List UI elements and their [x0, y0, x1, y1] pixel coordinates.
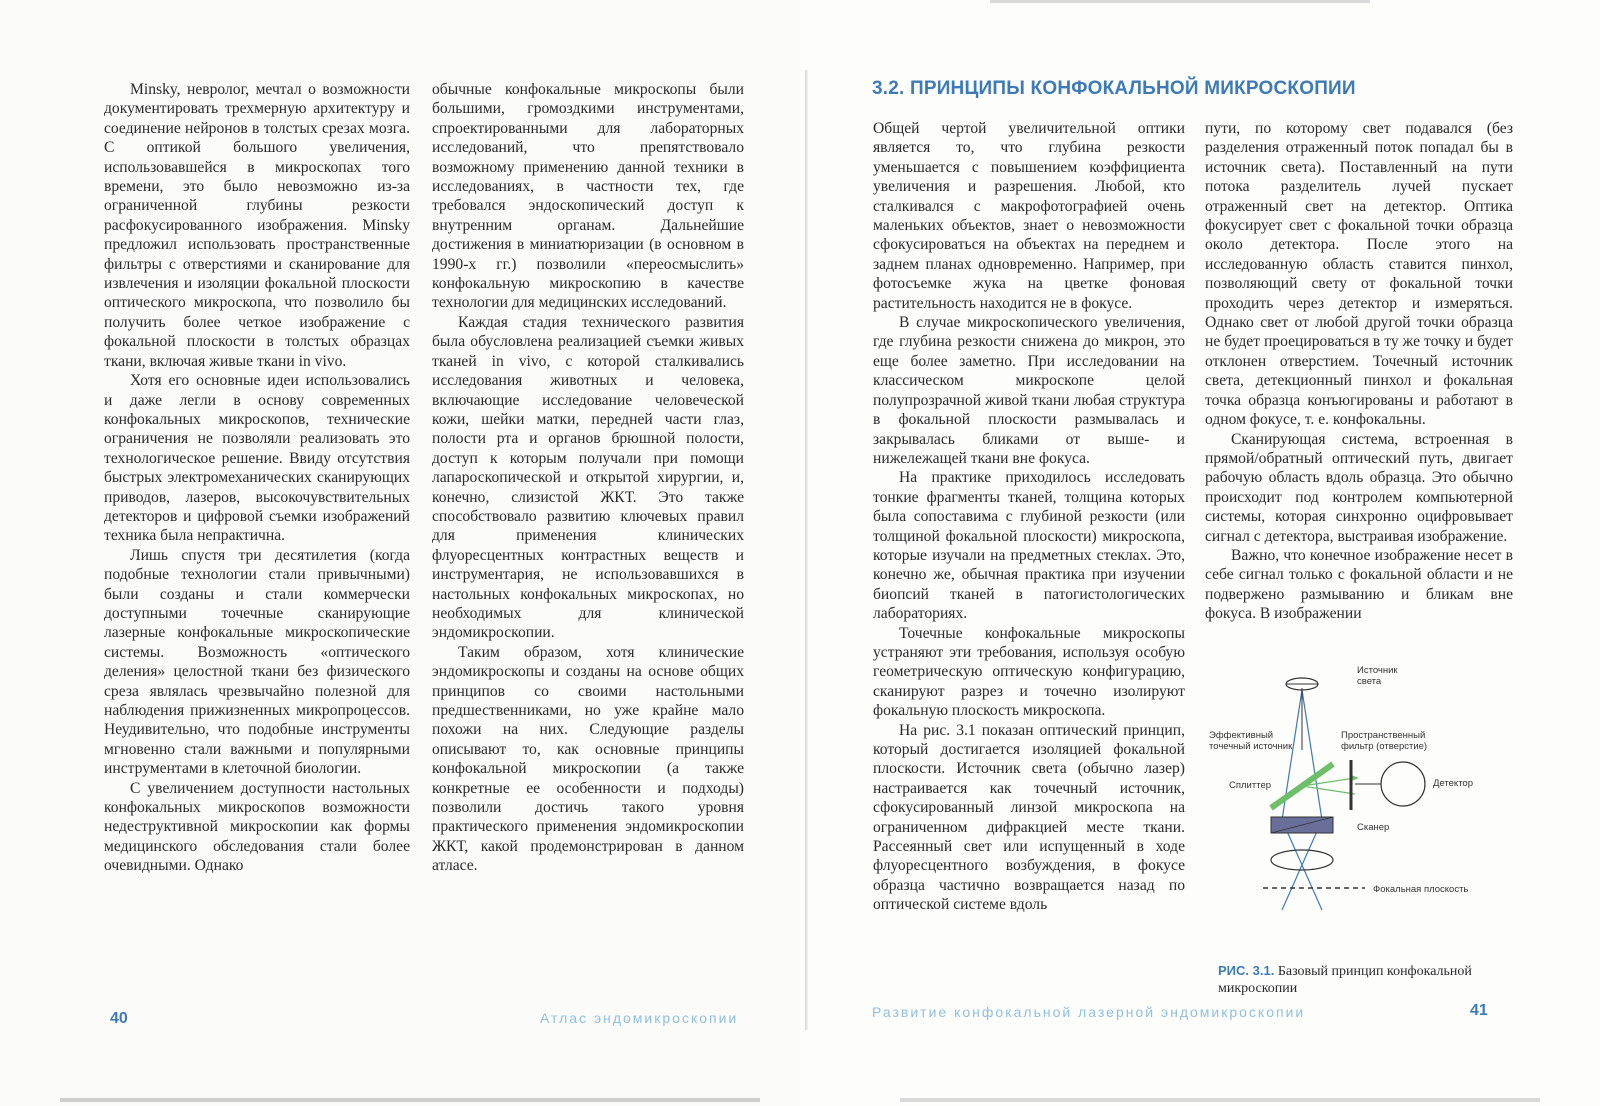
paragraph: С увеличением доступности настольных конфокальных микроскопов возможности недеструктивной микроскопии как формы медицинского обследования стали более очевидными. Однако	[104, 779, 410, 875]
paragraph: В случае микроскопического увеличения, где глубина резкости снижена до микрон, это еще более заметно. При исследовании на классическом микроскопе целой полупрозрачной живой ткани любая структура в фокальной плоскости размывалась и закрывалась бликами от выше- и нижележащей ткани вне фокуса.	[873, 314, 1185, 467]
confocal-diagram	[1205, 660, 1513, 932]
page-number-right: 41	[1470, 1002, 1488, 1019]
label-splitter: Сплиттер	[1229, 780, 1272, 791]
paragraph: Каждая стадия технического развития была обусловлена реализацией съемки живых тканей in vivo, с которой сталкивались исследования животных и человека, включающие исследование человеческой кожи, шейки матки, передней части глаз, полости рта и органов брюшной полости, доступ к которым получали при помощи лапароскопической и открытой хирургии, и, конечно, слизистой ЖКТ. Это также способствовало развитию ключевых правил для применения клинических флуоресцентных контрастных веществ и инструментария, не использовавшихся в настольных конфокальных микроскопах, но необходимых для клинической эндомикроскопии.	[432, 313, 744, 642]
objective-lens-icon	[1271, 850, 1333, 870]
label-focal-plane: Фокальная плоскость	[1373, 884, 1469, 895]
right-column-1	[873, 119, 1185, 915]
label-source: Источник света	[1357, 665, 1398, 687]
running-title-left: Атлас эндомикроскопии	[540, 1010, 739, 1026]
paragraph: Общей чертой увеличительной оптики является то, что глубина резкости уменьшается с повышением коэффициента увеличения и разрешения. Любой, кто сталкивался с макрофотографией очень маленьких объектов, знает о невозможности сфокусироваться на объектах на переднем и заднем планах одновременно. Например, при фотосъемке жука на цветке фоновая растительность находится не в фокусе.	[873, 120, 1185, 312]
caption-text: Базовый принцип конфокальной микроскопии	[1218, 964, 1472, 996]
figure-caption	[1218, 962, 1518, 997]
beam-blue-1	[1302, 690, 1322, 820]
beam-green-2	[1302, 786, 1355, 794]
right-column-2	[1205, 119, 1513, 624]
section-heading: 3.2. ПРИНЦИПЫ КОНФОКАЛЬНОЙ МИКРОСКОПИИ	[872, 78, 1356, 99]
caption-label: РИС. 3.1.	[1218, 963, 1275, 978]
left-column-1	[104, 80, 410, 876]
bottom-edge-shadow	[60, 1098, 760, 1102]
paragraph: Важно, что конечное изображение несет в себе сигнал только с фокальной области и не подвержено размыванию и бликам вне фокуса. В изображении	[1205, 546, 1513, 623]
left-column-2	[432, 80, 744, 876]
page-number-left: 40	[110, 1010, 128, 1027]
paragraph: Точечные конфокальные микроскопы устраняют эти требования, используя особую геометрическую оптическую конфигурацию, сканируют разрез и точечно изолируют фокальную плоскость микроскопа.	[873, 624, 1185, 720]
detector-icon	[1381, 762, 1425, 806]
paragraph: На рис. 3.1 показан оптический принцип, который достигается изоляцией фокальной плоскости. Источник света (обычно лазер) настраивается как точечный источник, сфокусированный линзой микроскопа на ограниченном дифракцией месте ткани. Рассеянный свет или испущенный в ходе флуоресцентного возбуждения, в фокусе образца частично возвращается назад по оптической системе вдоль	[873, 721, 1185, 914]
top-edge-shadow	[990, 0, 1370, 3]
paragraph: пути, по которому свет подавался (без разделения отраженный поток попадал бы в источник света). Поставленный на пути потока разделитель лучей пускает отраженный свет на детектор. Оптика фокусирует свет с фокальной точки образца около детектора. После этого на исследованную область ставится пинхол, позволяющий свету от фокальной точки проходить через детектор и измеряться. Однако свет от любой другой точки образца не будет проецироваться в ту же точку и будет отклонен отверстием. Точечный источник света, детекционный пинхол и фокальная точка образца конъюгированы и работают в одном фокусе, т. е. конфокальны.	[1205, 120, 1513, 429]
paragraph: обычные конфокальные микроскопы были большими, громоздкими инструментами, спроектированными для лабораторных исследований, что препятствовало возможному применению данной техники в исследованиях, в частности тех, где требовался эндоскопический доступ к внутренним органам. Дальнейшие достижения в миниатюризации (в основном в 1990-х гг.) позволили «переосмыслить» конфокальную микроскопию в качестве технологии для медицинских исследований.	[432, 81, 744, 312]
paragraph: На практике приходилось исследовать тонкие фрагменты тканей, толщина которых была сопоставима с глубиной резкости (или толщиной фокальной плоскости) микроскопа, которые изучали на предметных стеклах. Это, конечно же, обычная практика при изучении биопсий тканей в патогистологических лабораториях.	[873, 469, 1185, 623]
paragraph: Таким образом, хотя клинические эндомикроскопы и созданы на основе общих принципов со своими настольными предшественниками, но уже крайне мало похожи на них. Следующие разделы описывают то, как основные принципы конфокальной микроскопии (а также конкретные ее особенности и подходы) позволили достичь такого уровня практического применения эндомикроскопии ЖКТ, какой продемонстрирован в данном атласе.	[432, 643, 744, 875]
gutter-shadow	[805, 70, 808, 1030]
paragraph: Сканирующая система, встроенная в прямой/обратный оптический путь, двигает рабочую область вдоль образца. Это обычно происходит под контролем компьютерной системы, которая синхронно оцифровывает сигнал с детектора, выстраивая изображение.	[1205, 430, 1513, 545]
paragraph: Minsky, невролог, мечтал о возможности документировать трехмерную архитектуру и соединение нейронов в толстых срезах мозга. С оптикой большого увеличения, использовавшейся в микроскопах того времени, это было невозможно из-за ограниченной глубины резкости расфокусированного изображения. Minsky предложил использовать пространственные фильтры с отверстиями и сканирование для извлечения и изоляции фокальной плоскости оптического микроскопа, что позволило бы получить более четкое изображение с фокальной плоскости в толстых образцах ткани, включая живые ткани in vivo.	[104, 81, 410, 370]
label-scanner: Сканер	[1357, 822, 1390, 833]
label-detector: Детектор	[1433, 778, 1474, 789]
label-effective-source: Эффективный точечный источник	[1209, 730, 1293, 752]
bottom-edge-shadow-right	[900, 1098, 1540, 1102]
paragraph: Хотя его основные идеи использовались и даже легли в основу современных конфокальных микроскопов, технические ограничения не позволяли реализовать это технологическое решение. Ввиду отсутствия быстрых электромеханических сканирующих приводов, лазеров, высокочувствительных детекторов и цифровой съемки изображений техника была непрактична.	[104, 372, 410, 545]
paragraph: Лишь спустя три десятилетия (когда подобные технологии стали привычными) были созданы и стали коммерчески доступными точечные сканирующие лазерные конфокальные микроскопические системы. Возможность «оптического деления» целостной ткани без физического среза являлась чрезвычайно полезной для наблюдения прижизненных микропроцессов. Неудивительно, что подобные инструменты мгновенно стали важными и популярными инструментами в клеточной биологии.	[104, 546, 410, 778]
label-spatial-filter: Пространственный фильтр (отверстие)	[1341, 730, 1428, 752]
running-title-right: Развитие конфокальной лазерной эндомикроскопии	[872, 1004, 1306, 1020]
